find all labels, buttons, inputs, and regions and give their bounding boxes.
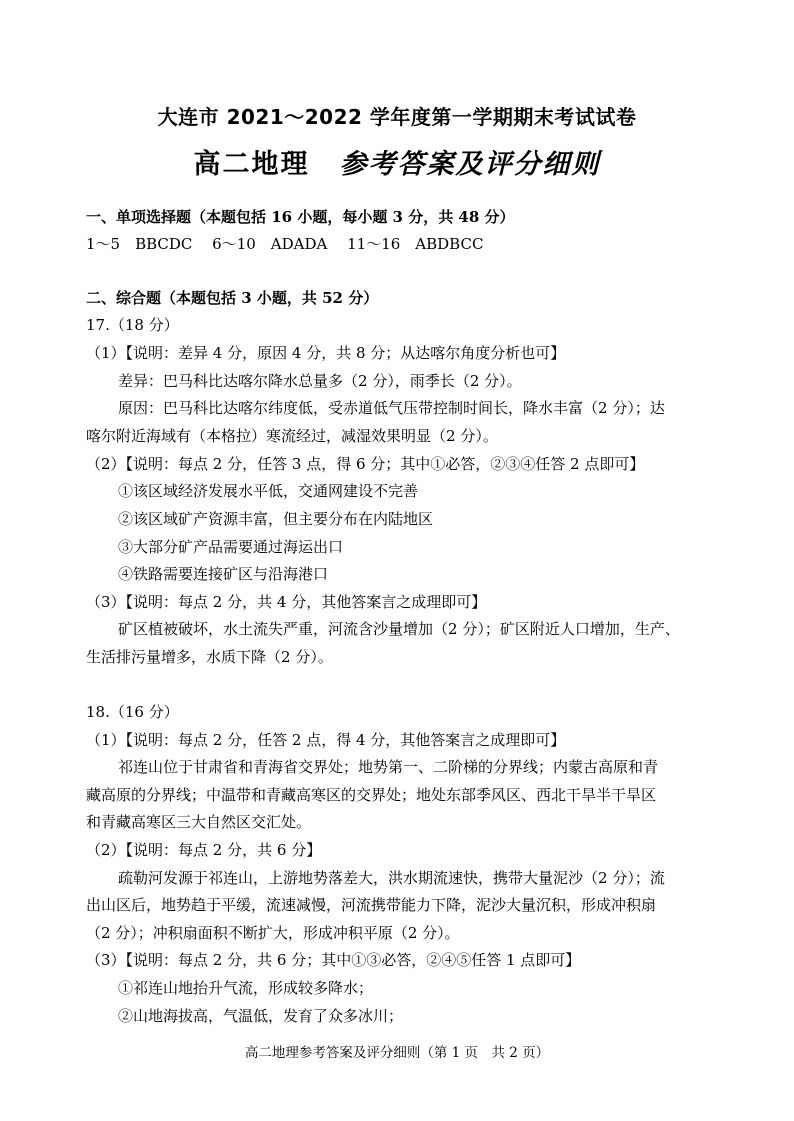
q18-part1-line: 藏高原的分界线；中温带和青藏高寒区的交界处；地处东部季风区、西北干旱半干旱区 <box>86 786 657 804</box>
subtitle-description: 参考答案及评分细则 <box>339 149 601 180</box>
q17-part1-note: （1）【说明：差异 4 分，原因 4 分，共 8 分；从达喀尔角度分析也可】 <box>86 344 566 362</box>
section1-heading: 一、单项选择题（本题包括 16 小题，每小题 3 分，共 48 分） <box>86 208 515 226</box>
subtitle-subject: 高二地理 <box>193 149 310 180</box>
q17-part3-note: （3）【说明：每点 2 分，共 4 分，其他答案言之成理即可】 <box>86 593 487 611</box>
section2-heading: 二、综合题（本题包括 3 小题，共 52 分） <box>86 289 379 307</box>
q18-part3-item: ②山地海拔高，气温低，发育了众多冰川； <box>118 1007 404 1025</box>
q18-part3-item: ①祁连山地抬升气流，形成较多降水； <box>118 979 374 997</box>
q18-part2-line: 疏勒河发源于祁连山，上游地势落差大，洪水期流速快，携带大量泥沙（2 分）；流 <box>118 869 665 887</box>
q17-part1-line: 原因：巴马科比达喀尔纬度低，受赤道低气压带控制时间长，降水丰富（2 分）；达 <box>118 399 665 417</box>
page-footer: 高二地理参考答案及评分细则（第 1 页 共 2 页） <box>244 1045 550 1061</box>
q18-part3-note: （3）【说明：每点 2 分，共 6 分；其中①③必答，②④⑤任答 1 点即可】 <box>86 951 581 969</box>
q18-part2-line: 出山区后，地势趋于平缓，流速减慢，河流携带能力下降，泥沙大量沉积，形成冲积扇 <box>86 896 657 914</box>
q18-heading: 18.（16 分） <box>86 703 179 721</box>
exam-title: 大连市 2021～2022 学年度第一学期期末考试试卷 <box>157 105 637 129</box>
q17-part3-line: 生活排污量增多，水质下降（2 分）。 <box>86 648 333 666</box>
q18-part1-note: （1）【说明：每点 2 分，任答 2 点，得 4 分，其他答案言之成理即可】 <box>86 731 566 749</box>
q17-part2-item: ③大部分矿产品需要通过海运出口 <box>118 538 344 556</box>
q18-part2-note: （2）【说明：每点 2 分，共 6 分】 <box>86 841 322 859</box>
q18-part1-line: 和青藏高寒区三大自然区交汇处。 <box>86 813 312 831</box>
q17-part1-line: 差异：巴马科比达喀尔降水总量多（2 分），雨季长（2 分）。 <box>118 372 522 390</box>
q17-part1-line: 喀尔附近海域有（本格拉）寒流经过，减湿效果明显（2 分）。 <box>86 427 498 445</box>
document-subtitle <box>0 142 794 181</box>
q17-part2-item: ②该区域矿产资源丰富，但主要分布在内陆地区 <box>118 510 434 528</box>
q17-part2-item: ④铁路需要连接矿区与沿海港口 <box>118 565 329 583</box>
q18-part1-line: 祁连山位于甘肃省和青海省交界处；地势第一、二阶梯的分界线；内蒙古高原和青 <box>118 758 659 776</box>
q17-part2-note: （2）【说明：每点 2 分，任答 3 点，得 6 分；其中①必答，②③④任答 2 点即可】 <box>86 455 645 473</box>
q17-part3-line: 矿区植被破坏，水土流失严重，河流含沙量增加（2 分）；矿区附近人口增加，生产、 <box>118 620 680 638</box>
section1-answers: 1～5 BBCDC 6～10 ADADA 11～16 ABDBCC <box>86 235 484 253</box>
q17-part2-item: ①该区域经济发展水平低，交通网建设不完善 <box>118 482 419 500</box>
q17-heading: 17.（18 分） <box>86 316 179 334</box>
q18-part2-line: （2 分）；冲积扇面积不断扩大，形成冲积平原（2 分）。 <box>86 924 460 942</box>
